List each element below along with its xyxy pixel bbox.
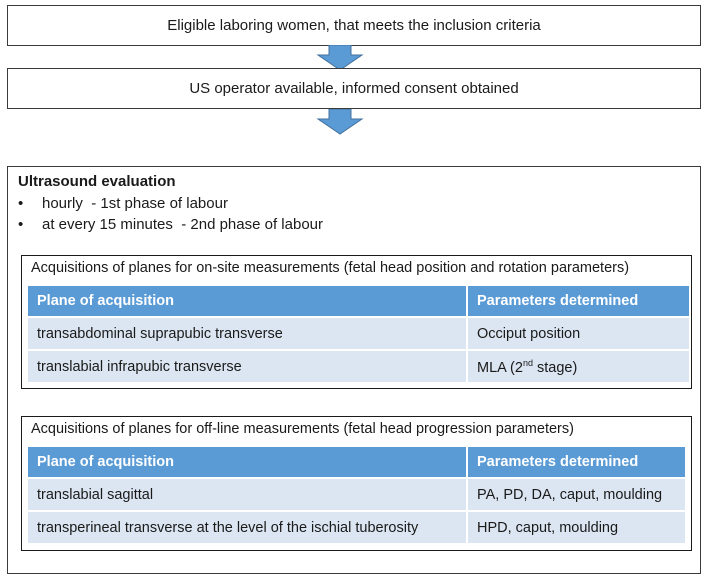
list-item [18, 214, 323, 235]
down-arrow-icon [316, 109, 364, 135]
table-header-row [28, 447, 685, 477]
evaluation-schedule-list [18, 193, 323, 235]
bullet-icon: • [18, 216, 24, 233]
ultrasound-evaluation-panel [7, 166, 701, 574]
table-header-row [28, 286, 689, 316]
step-consent [7, 68, 701, 109]
evaluation-title: Ultrasound evaluation [18, 173, 176, 190]
mla-superscript: nd [522, 357, 533, 368]
parameters-cell: Occiput position [468, 316, 689, 349]
plane-cell: transabdominal suprapubic transverse [28, 316, 468, 349]
offline-measurements-panel [21, 416, 692, 551]
onsite-table [28, 286, 689, 382]
table-row [28, 349, 689, 382]
offline-table [28, 447, 685, 543]
plane-cell: translabial sagittal [28, 477, 468, 510]
column-header-parameters: Parameters determined [468, 286, 689, 316]
mla-suffix: stage) [532, 359, 578, 376]
plane-cell: translabial infrapubic transverse [28, 349, 468, 382]
step-consent-text: US operator available, informed consent obtained [189, 80, 519, 97]
column-header-parameters: Parameters determined [468, 447, 685, 477]
mla-prefix: MLA (2 [477, 359, 523, 376]
table-row [28, 477, 685, 510]
column-header-plane: Plane of acquisition [28, 286, 468, 316]
table-row [28, 316, 689, 349]
schedule-hourly: hourly - 1st phase of labour [42, 195, 228, 212]
parameters-cell: HPD, caput, moulding [468, 510, 685, 543]
onsite-measurements-panel [21, 255, 692, 389]
column-header-plane: Plane of acquisition [28, 447, 468, 477]
table-row [28, 510, 685, 543]
offline-title: Acquisitions of planes for off-line measurements (fetal head progression parameters) [31, 421, 574, 437]
step-eligible-women [7, 5, 701, 46]
list-item [18, 193, 323, 214]
parameters-cell [468, 349, 689, 382]
parameters-cell: PA, PD, DA, caput, moulding [468, 477, 685, 510]
step-eligible-women-text: Eligible laboring women, that meets the inclusion criteria [167, 17, 541, 34]
bullet-icon: • [18, 195, 24, 212]
schedule-15-minutes: at every 15 minutes - 2nd phase of labour [42, 216, 324, 233]
onsite-title: Acquisitions of planes for on-site measurements (fetal head position and rotation parameters) [31, 260, 630, 276]
plane-cell: transperineal transverse at the level of the ischial tuberosity [28, 510, 468, 543]
